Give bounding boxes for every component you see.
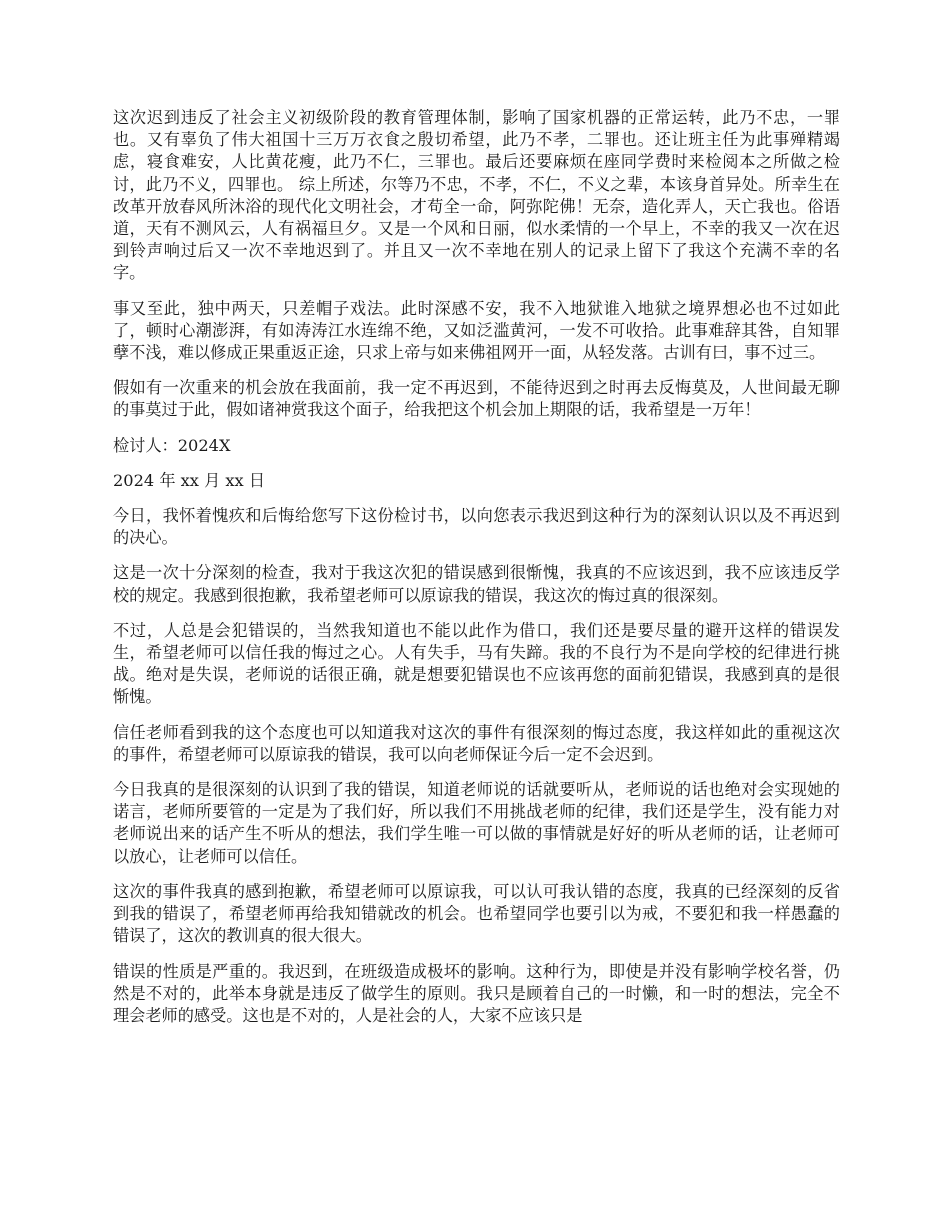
paragraph-11: 这次的事件我真的感到抱歉，希望老师可以原谅我，可以认可我认错的态度，我真的已经深刻的反省到我的错误了，希望老师再给我知错就改的机会。也希望同学也要引以为戒，不要犯和我一样愚蠢的错误了，这次的教训真的很大很大。 — [113, 881, 840, 946]
paragraph-7: 这是一次十分深刻的检查，我对于我这次犯的错误感到很惭愧，我真的不应该迟到，我不应该违反学校的规定。我感到很抱歉，我希望老师可以原谅我的错误，我这次的悔过真的很深刻。 — [113, 563, 840, 605]
paragraph-3: 假如有一次重来的机会放在我面前，我一定不再迟到，不能待迟到之时再去反悔莫及，人世间最无聊的事莫过于此，假如诸神赏我这个面子，给我把这个机会加上期限的话，我希望是一万年！ — [113, 378, 840, 420]
paragraph-9: 信任老师看到我的这个态度也可以知道我对这次的事件有很深刻的悔过态度，我这样如此的重视这次的事件，希望老师可以原谅我的错误，我可以向老师保证今后一定不会迟到。 — [113, 722, 840, 764]
paragraph-2: 事又至此，独中两天，只差帽子戏法。此时深感不安，我不入地狱谁入地狱之境界想必也不过如此了，顿时心潮澎湃，有如涛涛江水连绵不绝，又如泛滥黄河，一发不可收拾。此事难辞其咎，自知罪孽不浅，难以修成正果重返正途，只求上帝与如来佛祖网开一面，从轻发落。古训有曰，事不过三。 — [113, 298, 840, 363]
paragraph-12: 错误的性质是严重的。我迟到，在班级造成极坏的影响。这种行为，即使是并没有影响学校名誉，仍然是不对的，此举本身就是违反了做学生的原则。我只是顾着自己的一时懒，和一时的想法，完全不理会老师的感受。这也是不对的，人是社会的人，大家不应该只是 — [113, 961, 840, 1025]
paragraph-10: 今日我真的是很深刻的认识到了我的错误，知道老师说的话就要听从，老师说的话也绝对会实现她的诺言，老师所要管的一定是为了我们好，所以我们不用挑战老师的纪律，我们还是学生，没有能力对老师说出来的话产生不听从的想法，我们学生唯一可以做的事情就是好好的听从老师的话，让老师可以放心，让老师可以信任。 — [113, 780, 840, 866]
document-body — [113, 107, 840, 1040]
signature-line: 检讨人：2024X — [113, 435, 231, 455]
paragraph-6: 今日，我怀着愧疚和后悔给您写下这份检讨书，以向您表示我迟到这种行为的深刻认识以及不再迟到的决心。 — [113, 506, 840, 548]
date-line: 2024 年 xx 月 xx 日 — [113, 470, 266, 490]
paragraph-8: 不过，人总是会犯错误的，当然我知道也不能以此作为借口，我们还是要尽量的避开这样的错误发生，希望老师可以信任我的悔过之心。人有失手，马有失蹄。我的不良行为不是向学校的纪律进行挑战。绝对是失误，老师说的话很正确，就是想要犯错误也不应该再您的面前犯错误，我感到真的是很惭愧。 — [113, 620, 840, 707]
paragraph-1: 这次迟到违反了社会主义初级阶段的教育管理体制，影响了国家机器的正常运转，此乃不忠，一罪也。又有辜负了伟大祖国十三万万衣食之殷切希望，此乃不孝，二罪也。还让班主任为此事殚精竭虑，寝食难安，人比黄花瘦，此乃不仁，三罪也。最后还要麻烦在座同学费时来检阅本之所做之检讨，此乃不义，四罪也。 综上所述，尔等乃不忠，不孝，不仁，不义之辈，本该身首异处。所幸生在改革开放春风所沐浴的现代化文明社会，才苟全一命，阿弥陀佛！无奈，造化弄人，天亡我也。俗语道，天有不测风云，人有祸福旦夕。又是一个风和日丽，似水柔情的一个早上，不幸的我又一次在迟到铃声响过后又一次不幸地迟到了。并且又一次不幸地在别人的记录上留下了我这个充满不幸的名字。 — [113, 108, 840, 283]
